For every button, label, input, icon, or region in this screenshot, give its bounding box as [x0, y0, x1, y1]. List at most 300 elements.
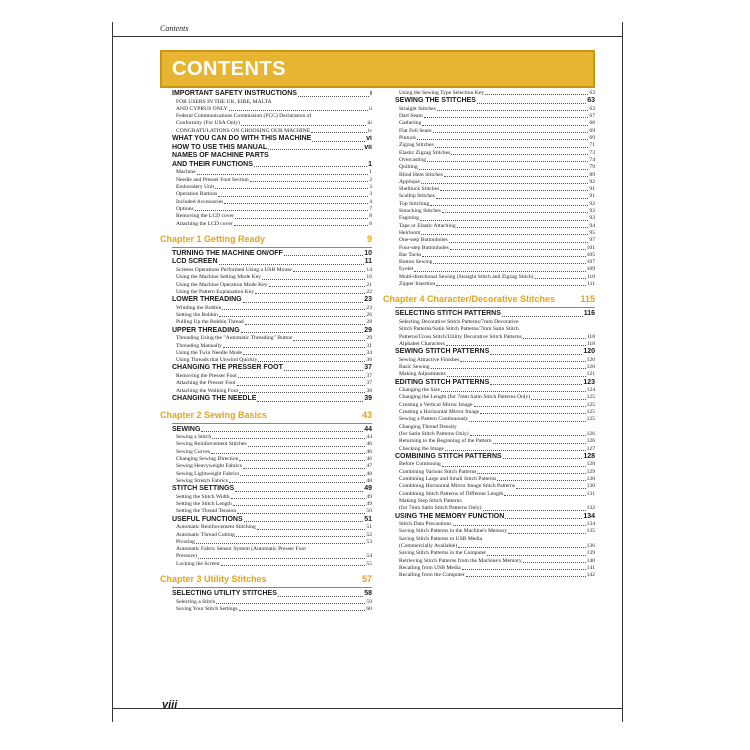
toc-entry-page: 107: [586, 259, 595, 266]
toc-entry-page: 89: [589, 171, 595, 178]
dot-leader: [442, 466, 586, 467]
toc-entry-title: AND CYPRUS ONLY: [176, 105, 228, 112]
dot-leader: [419, 169, 589, 170]
toc-entry-title: Screens Operations Performed Using a USB Mouse: [176, 267, 292, 274]
toc-entry-page: 29: [366, 335, 372, 342]
toc-subsection-entry[interactable]: [399, 208, 595, 215]
dot-leader: [433, 263, 585, 264]
toc-subsection-entry[interactable]: [399, 106, 595, 113]
toc-subsection-entry[interactable]: [399, 387, 595, 394]
toc-subsection-entry[interactable]: [176, 267, 372, 274]
toc-section-entry[interactable]: [395, 379, 595, 388]
toc-entry-title: Combining Various Stitch Patterns: [399, 468, 477, 475]
toc-entry-title: Before Combining: [399, 461, 441, 468]
toc-subsection-entry[interactable]: [176, 539, 372, 546]
chapter-heading[interactable]: [160, 574, 372, 585]
toc-entry-title: STITCH SETTINGS: [172, 485, 235, 493]
toc-entry-title: Pivoting: [176, 538, 195, 545]
toc-subsection-entry[interactable]: [399, 424, 595, 431]
contents-banner: [160, 50, 595, 88]
toc-entry-page: 49: [366, 493, 372, 500]
toc-subsection-entry[interactable]: [399, 274, 595, 281]
toc-subsection-entry[interactable]: [176, 343, 372, 350]
toc-subsection-entry[interactable]: [399, 431, 595, 438]
toc-entry-title: Sewing a Pattern Continuously: [399, 416, 469, 423]
toc-subsection-entry[interactable]: [399, 550, 595, 557]
toc-entry-page: 49: [364, 485, 372, 493]
toc-section-entry[interactable]: [395, 348, 595, 357]
toc-subsection-entry[interactable]: [176, 463, 372, 470]
toc-subsection-entry[interactable]: [399, 409, 595, 416]
toc-entry-title: Using the Pattern Explanation Key: [176, 288, 254, 295]
toc-section-entry[interactable]: [172, 90, 372, 99]
toc-entry-page: 54: [366, 553, 372, 560]
toc-entry-title: Making Adjustments: [399, 371, 446, 378]
toc-subsection-entry[interactable]: [399, 142, 595, 149]
toc-subsection-entry[interactable]: [176, 441, 372, 448]
toc-section-entry[interactable]: [172, 327, 372, 336]
dot-leader: [420, 220, 589, 221]
toc-entry-title: Locking the Screen: [176, 560, 220, 567]
toc-subsection-entry[interactable]: [176, 494, 372, 501]
toc-entry-page: 44: [366, 434, 372, 441]
toc-section-entry[interactable]: [172, 152, 372, 161]
dot-leader: [234, 225, 369, 226]
toc-subsection-entry[interactable]: [399, 90, 595, 97]
dot-leader: [477, 103, 586, 104]
toc-entry-title: Creating a Vertical Mirror Image: [399, 401, 473, 408]
toc-subsection-entry[interactable]: [399, 572, 595, 579]
toc-subsection-entry[interactable]: [176, 312, 372, 319]
toc-entry-title: Scallop Stitches: [399, 193, 435, 200]
dot-leader: [238, 377, 366, 378]
toc-entry-page: 92: [589, 200, 595, 207]
dot-leader: [421, 183, 589, 184]
toc-entry-title: (for 7mm Satin Stitch Patterns Only): [399, 505, 482, 512]
toc-subsection-entry[interactable]: [399, 157, 595, 164]
toc-entry-page: 59: [366, 598, 372, 605]
toc-subsection-entry[interactable]: [399, 505, 595, 512]
dot-leader: [257, 401, 363, 402]
dot-leader: [257, 529, 366, 530]
toc-entry-title: Federal Communications Commission (FCC) Declaration of: [176, 113, 312, 120]
toc-section-entry[interactable]: [172, 590, 372, 599]
dot-leader: [457, 227, 589, 228]
toc-entry-title: Sewing Reinforcement Stitches: [176, 441, 247, 448]
toc-entry-title: Sewing Attractive Finishes: [399, 356, 460, 363]
toc-subsection-entry[interactable]: [176, 113, 372, 120]
dot-leader: [198, 558, 366, 559]
toc-subsection-entry[interactable]: [399, 483, 595, 490]
toc-entry-page: 109: [586, 266, 595, 273]
dot-leader: [417, 139, 588, 140]
toc-section-entry[interactable]: [395, 513, 595, 522]
toc-subsection-entry[interactable]: [176, 213, 372, 220]
toc-entry-title: Checking the Image: [399, 445, 445, 452]
toc-subsection-entry[interactable]: [176, 199, 372, 206]
toc-subsection-entry[interactable]: [176, 289, 372, 296]
toc-entry-page: 69: [589, 127, 595, 134]
toc-entry-title: (for Satin Stitch Patterns Only): [399, 430, 469, 437]
toc-entry-title: HOW TO USE THIS MANUAL: [172, 143, 268, 151]
toc-subsection-entry[interactable]: [399, 461, 595, 468]
toc-subsection-entry[interactable]: [399, 201, 595, 208]
toc-subsection-entry[interactable]: [176, 357, 372, 364]
toc-subsection-entry[interactable]: [176, 606, 372, 613]
toc-entry-page: 93: [589, 215, 595, 222]
toc-subsection-entry[interactable]: [399, 135, 595, 142]
toc-entry-page: 118: [586, 333, 595, 340]
dot-leader: [244, 521, 364, 522]
chapter-heading[interactable]: [160, 410, 372, 421]
toc-subsection-entry[interactable]: [399, 476, 595, 483]
toc-entry-title: Changing the Size: [399, 387, 441, 394]
toc-entry-page: 23: [364, 296, 372, 304]
toc-entry-page: 141: [586, 564, 595, 571]
toc-entry-title: Making Step Stitch Patterns: [399, 497, 462, 504]
toc-subsection-entry[interactable]: [176, 532, 372, 539]
dot-leader: [201, 431, 363, 432]
dot-leader: [445, 450, 586, 451]
dot-leader: [221, 565, 366, 566]
toc-entry-title: Overcasting: [399, 156, 427, 163]
toc-subsection-entry[interactable]: [176, 373, 372, 380]
dot-leader: [477, 473, 585, 474]
toc-subsection-entry[interactable]: [399, 416, 595, 423]
page-border-right: [622, 22, 623, 722]
toc-entry-title: Options: [176, 205, 194, 212]
toc-section-entry[interactable]: [172, 258, 372, 267]
dot-leader: [243, 468, 366, 469]
toc-subsection-entry[interactable]: [399, 245, 595, 252]
toc-subsection-entry[interactable]: [399, 113, 595, 120]
toc-entry-page: iii: [367, 120, 372, 127]
toc-subsection-entry[interactable]: [176, 501, 372, 508]
toc-subsection-entry[interactable]: [399, 252, 595, 259]
toc-section-entry[interactable]: [395, 310, 595, 319]
toc-entry-page: 128: [583, 452, 595, 460]
toc-entry-page: 26: [366, 312, 372, 319]
toc-subsection-entry[interactable]: [399, 237, 595, 244]
toc-entry-title: Multi-directional Sewing (Straight Stitch and Zigzag Stitch): [399, 273, 534, 280]
dot-leader: [462, 569, 586, 570]
toc-entry-page: 120: [586, 356, 595, 363]
dot-leader: [490, 354, 582, 355]
toc-entry-page: 8: [369, 220, 372, 227]
toc-entry-title: Patterns/Cross Stitch/Utility Decorative Stitch Patterns: [399, 333, 522, 340]
toc-subsection-entry[interactable]: [399, 528, 595, 535]
dot-leader: [460, 361, 585, 362]
toc-section-entry[interactable]: [172, 426, 372, 435]
toc-entry-page: 118: [586, 340, 595, 347]
toc-entry-page: 36: [366, 357, 372, 364]
toc-subsection-entry[interactable]: [399, 371, 595, 378]
toc-entry-title: Removing the LCD cover: [176, 213, 234, 220]
toc-subsection-entry[interactable]: [399, 521, 595, 528]
dot-leader: [483, 510, 586, 511]
toc-subsection-entry[interactable]: [176, 335, 372, 342]
toc-subsection-entry[interactable]: [176, 524, 372, 531]
toc-subsection-entry[interactable]: [399, 364, 595, 371]
toc-subsection-entry[interactable]: [399, 543, 595, 550]
toc-subsection-entry[interactable]: [176, 508, 372, 515]
toc-entry-title: CONGRATULATIONS ON CHOOSING OUR MACHINE: [176, 127, 311, 134]
toc-section-entry[interactable]: [172, 516, 372, 525]
toc-entry-title: Setting the Bobbin: [176, 312, 218, 319]
toc-entry-title: Sewing Stretch Fabrics: [176, 477, 228, 484]
toc-entry-page: vii: [364, 143, 372, 151]
toc-section-entry[interactable]: [172, 485, 372, 494]
toc-subsection-entry[interactable]: [399, 223, 595, 230]
dot-leader: [236, 536, 365, 537]
toc-subsection-entry[interactable]: [176, 478, 372, 485]
toc-subsection-entry[interactable]: [399, 172, 595, 179]
toc-section-entry[interactable]: [172, 296, 372, 305]
dot-leader: [212, 438, 365, 439]
toc-subsection-entry[interactable]: [176, 380, 372, 387]
toc-entry-title: Attaching the LCD cover: [176, 220, 233, 227]
dot-leader: [268, 149, 363, 150]
dot-leader: [427, 161, 588, 162]
toc-section-entry[interactable]: [172, 135, 372, 144]
dot-leader: [219, 264, 364, 265]
toc-entry-page: 21: [366, 281, 372, 288]
toc-entry-title: Setting the Stitch Length: [176, 501, 232, 508]
toc-entry-title: TURNING THE MACHINE ON/OFF: [172, 249, 283, 257]
toc-subsection-entry[interactable]: [176, 388, 372, 395]
dot-leader: [224, 203, 368, 204]
dot-leader: [196, 543, 365, 544]
toc-subsection-entry[interactable]: [399, 281, 595, 288]
dot-leader: [523, 338, 586, 339]
dot-leader: [223, 347, 366, 348]
toc-entry-page: 34: [366, 349, 372, 356]
toc-entry-title: Four-step Buttonholes: [399, 244, 449, 251]
toc-entry-page: 120: [583, 348, 595, 356]
chapter-title: Chapter 3 Utility Stitches: [160, 574, 267, 585]
toc-subsection-entry[interactable]: [176, 206, 372, 213]
dot-leader: [424, 117, 589, 118]
toc-entry-title: Embroidery Unit: [176, 184, 215, 191]
toc-entry-title: FOR USERS IN THE UK, EIRE, MALTA: [176, 98, 272, 105]
toc-entry-title: Shelltuck Stitches: [399, 186, 440, 193]
toc-subsection-entry[interactable]: [399, 193, 595, 200]
toc-entry-page: 63: [587, 97, 595, 105]
toc-entry-title: UPPER THREADING: [172, 326, 240, 334]
toc-entry-title: Setting the Stitch Width: [176, 493, 230, 500]
dot-leader: [490, 384, 582, 385]
toc-entry-page: i: [370, 90, 372, 97]
dot-leader: [447, 376, 586, 377]
toc-entry-page: 73: [589, 149, 595, 156]
contents-title: CONTENTS: [172, 58, 286, 80]
toc-entry-title: Straight Stitches: [399, 105, 436, 112]
toc-entry-page: 142: [586, 572, 595, 579]
toc-subsection-entry[interactable]: [176, 434, 372, 441]
toc-entry-page: 94: [589, 222, 595, 229]
toc-subsection-entry[interactable]: [399, 128, 595, 135]
toc-entry-title: Heirloom: [399, 229, 421, 236]
toc-subsection-entry[interactable]: [176, 456, 372, 463]
toc-subsection-entry[interactable]: [399, 179, 595, 186]
toc-subsection-entry[interactable]: [176, 274, 372, 281]
dot-leader: [502, 316, 583, 317]
toc-entry-page: 91: [589, 193, 595, 200]
toc-entry-page: 31: [366, 342, 372, 349]
dot-leader: [453, 525, 586, 526]
toc-entry-page: 23: [366, 304, 372, 311]
toc-entry-page: 125: [586, 401, 595, 408]
dot-leader: [215, 188, 368, 189]
toc-subsection-entry[interactable]: [176, 169, 372, 176]
toc-subsection-entry[interactable]: [399, 150, 595, 157]
dot-leader: [243, 302, 364, 303]
dot-leader: [458, 547, 585, 548]
toc-entry-page: 110: [586, 273, 595, 280]
toc-subsection-entry[interactable]: [399, 341, 595, 348]
toc-subsection-entry[interactable]: [176, 221, 372, 228]
toc-entry-page: 130: [586, 476, 595, 483]
toc-subsection-entry[interactable]: [399, 565, 595, 572]
toc-subsection-entry[interactable]: [176, 282, 372, 289]
dot-leader: [516, 488, 586, 489]
toc-entry-title: LCD SCREEN: [172, 258, 218, 266]
dot-leader: [298, 96, 369, 97]
toc-entry-title: Using the Machine Setting Mode Key: [176, 274, 261, 281]
dot-leader: [531, 399, 585, 400]
toc-subsection-entry[interactable]: [176, 305, 372, 312]
toc-subsection-entry[interactable]: [399, 120, 595, 127]
dot-leader: [436, 285, 586, 286]
toc-subsection-entry[interactable]: [399, 402, 595, 409]
dot-leader: [421, 234, 588, 235]
toc-entry-title: NAMES OF MACHINE PARTS: [172, 152, 269, 160]
toc-section-entry[interactable]: [172, 395, 372, 404]
toc-subsection-entry[interactable]: [176, 106, 372, 113]
toc-entry-page: 131: [586, 490, 595, 497]
toc-section-entry[interactable]: [172, 144, 372, 153]
toc-subsection-entry[interactable]: [176, 99, 372, 106]
toc-entry-page: 51: [364, 515, 372, 523]
toc-subsection-entry[interactable]: [399, 215, 595, 222]
toc-subsection-entry[interactable]: [399, 230, 595, 237]
toc-subsection-entry[interactable]: [176, 177, 372, 184]
toc-entry-page: 51: [366, 524, 372, 531]
toc-section-entry[interactable]: [172, 161, 372, 170]
toc-section-entry[interactable]: [395, 453, 595, 462]
toc-section-entry[interactable]: [172, 250, 372, 259]
toc-entry-page: 74: [589, 156, 595, 163]
toc-subsection-entry[interactable]: [176, 350, 372, 357]
toc-entry-page: 63: [589, 90, 595, 96]
dot-leader: [311, 132, 366, 133]
toc-subsection-entry[interactable]: [399, 438, 595, 445]
dot-leader: [422, 125, 588, 126]
toc-section-entry[interactable]: [172, 364, 372, 373]
toc-subsection-entry[interactable]: [176, 561, 372, 568]
chapter-rule: [172, 423, 372, 424]
toc-subsection-entry[interactable]: [176, 599, 372, 606]
toc-subsection-entry[interactable]: [399, 394, 595, 401]
toc-entry-page: 46: [366, 456, 372, 463]
toc-entry-title: Quilting: [399, 164, 418, 171]
header-rule: [112, 36, 622, 37]
toc-subsection-entry[interactable]: [399, 259, 595, 266]
toc-entry-title: Sewing Curves: [176, 448, 211, 455]
dot-leader: [431, 368, 586, 369]
toc-section-entry[interactable]: [395, 97, 595, 106]
toc-subsection-entry[interactable]: [399, 498, 595, 505]
toc-subsection-entry[interactable]: [399, 357, 595, 364]
toc-subsection-entry[interactable]: [399, 266, 595, 273]
toc-entry-page: 136: [586, 543, 595, 549]
toc-subsection-entry[interactable]: [176, 319, 372, 326]
toc-entry-title: COMBINING STITCH PATTERNS: [395, 452, 502, 460]
dot-leader: [239, 392, 365, 393]
toc-entry-title: Saving Stitch Patterns in the Computer: [399, 550, 487, 557]
toc-entry-title: Changing the Length (for 7mm Satin Stitch Patterns Only): [399, 394, 531, 401]
toc-entry-page: 130: [586, 483, 595, 490]
toc-subsection-entry[interactable]: [176, 128, 372, 135]
toc-subsection-entry[interactable]: [399, 186, 595, 193]
toc-entry-title: Saving Stitch Patterns in the Machine's Memory: [399, 528, 508, 535]
dot-leader: [449, 242, 589, 243]
dot-leader: [504, 495, 585, 496]
dot-leader: [231, 498, 366, 499]
toc-subsection-entry[interactable]: [399, 446, 595, 453]
dot-leader: [505, 518, 582, 519]
toc-entry-page: 47: [366, 463, 372, 470]
toc-entry-title: Automatic Reinforcement Stitching: [176, 524, 256, 531]
toc-entry-title: Gathering: [399, 120, 422, 127]
toc-subsection-entry[interactable]: [399, 164, 595, 171]
toc-subsection-entry[interactable]: [176, 546, 372, 553]
toc-subsection-entry[interactable]: [176, 184, 372, 191]
dot-leader: [284, 255, 363, 256]
toc-subsection-entry[interactable]: [176, 191, 372, 198]
toc-entry-page: 10: [364, 249, 372, 257]
dot-leader: [436, 198, 589, 199]
toc-entry-page: 92: [589, 178, 595, 185]
chapter-heading[interactable]: [160, 234, 372, 245]
dot-leader: [503, 458, 583, 459]
toc-entry-page: vi: [366, 135, 372, 143]
dot-leader: [195, 210, 368, 211]
toc-subsection-entry[interactable]: [399, 469, 595, 476]
toc-subsection-entry[interactable]: [399, 326, 595, 333]
toc-entry-page: 3: [369, 191, 372, 198]
toc-entry-title: WHAT YOU CAN DO WITH THIS MACHINE: [172, 135, 312, 143]
toc-entry-title: Dart Seam: [399, 113, 423, 120]
toc-entry-title: One-step Buttonholes: [399, 237, 448, 244]
toc-subsection-entry[interactable]: [399, 491, 595, 498]
toc-subsection-entry[interactable]: [399, 319, 595, 326]
chapter-heading[interactable]: [383, 294, 595, 305]
toc-subsection-entry[interactable]: [176, 553, 372, 560]
toc-entry-title: Changing Thread Density: [399, 423, 457, 430]
toc-entry-title: USING THE MEMORY FUNCTION: [395, 512, 505, 520]
toc-entry-title: Operation Buttons: [176, 191, 218, 198]
toc-subsection-entry[interactable]: [176, 471, 372, 478]
toc-subsection-entry[interactable]: [176, 120, 372, 127]
toc-subsection-entry[interactable]: [176, 449, 372, 456]
toc-subsection-entry[interactable]: [399, 558, 595, 565]
toc-subsection-entry[interactable]: [399, 536, 595, 543]
toc-entry-page: 38: [366, 387, 372, 394]
toc-subsection-entry[interactable]: [399, 334, 595, 341]
dot-leader: [240, 475, 365, 476]
toc-entry-page: 52: [366, 531, 372, 538]
